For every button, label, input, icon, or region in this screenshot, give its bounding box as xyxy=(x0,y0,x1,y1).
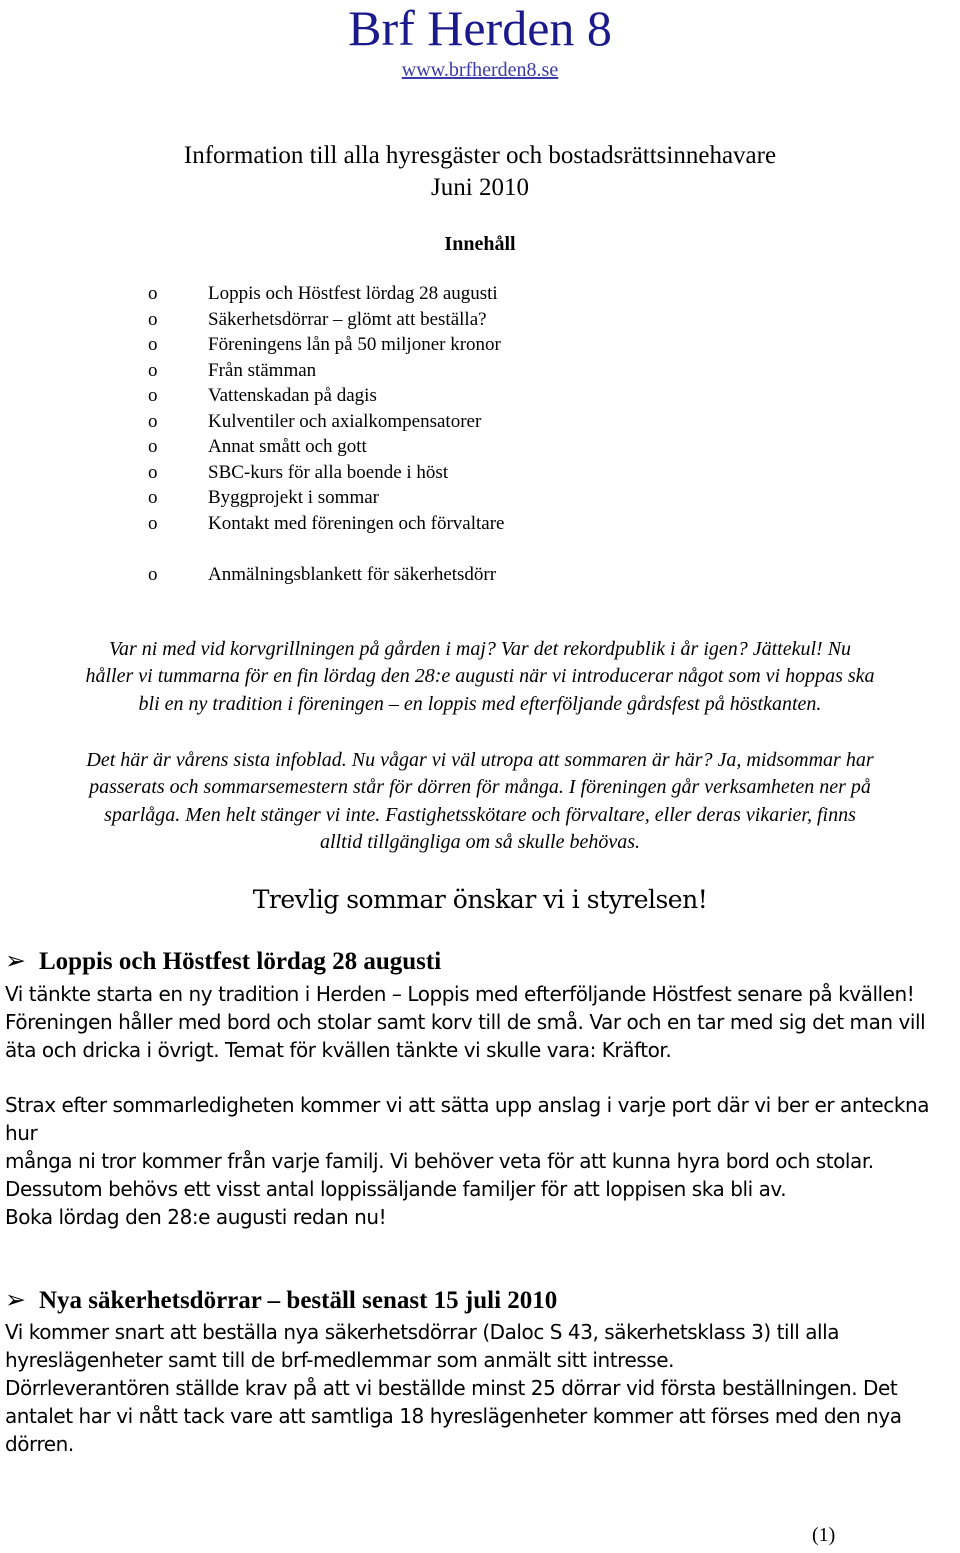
toc-item-label: Loppis och Höstfest lördag 28 augusti xyxy=(208,283,498,304)
text-line: passerats och sommarsemestern står för dörren för många. I föreningen går verksamheten ner på xyxy=(89,776,871,799)
text-line: Vi tänkte starta en ny tradition i Herden – Loppis med efterföljande Höstfest senare på kvällen! xyxy=(5,982,915,1006)
info-heading: Information till alla hyresgäster och bostadsrättsinnehavare xyxy=(183,142,777,169)
text-line: håller vi tummarna för en fin lördag den 28:e augusti när vi introducerar något som vi hoppas ska xyxy=(85,665,875,688)
text-line: Det här är vårens sista infoblad. Nu vågar vi väl utropa att sommaren är här? Ja, midsommar har xyxy=(86,749,874,771)
section-title: Nya säkerhetsdörrar – beställ senast 15 juli 2010 xyxy=(39,1287,558,1314)
toc-item xyxy=(148,383,848,409)
arrow-bullet-icon: ➢ xyxy=(5,948,26,975)
toc-bullet: o xyxy=(148,436,158,457)
text-line: hyreslägenheter samt till de brf-medlemmar som anmält sitt intresse. xyxy=(5,1348,675,1372)
newsletter-title: Brf Herden 8 xyxy=(348,0,612,56)
toc-item xyxy=(148,511,848,537)
toc-item xyxy=(148,409,848,435)
toc-item xyxy=(148,485,848,511)
toc-item xyxy=(148,358,848,384)
section-title: Loppis och Höstfest lördag 28 augusti xyxy=(39,948,442,975)
toc-bullet: o xyxy=(148,410,158,432)
text-line: sparlåga. Men helt stänger vi inte. Fastighetsskötare och förvaltare, eller deras vikarier, finns xyxy=(104,803,856,826)
toc-item xyxy=(148,281,848,307)
text-line: Dörrleverantören ställde krav på att vi beställde minst 25 dörrar vid första beställningen. Det xyxy=(5,1376,898,1400)
text-line: alltid tillgängliga om så skulle behövas. xyxy=(320,830,640,853)
text-line: många ni tror kommer från varje familj. Vi behöver veta för att kunna hyra bord och stolar. xyxy=(5,1149,874,1173)
section-heading-loppis xyxy=(5,947,441,977)
section-loppis-paragraph-3: Boka lördag den 28:e augusti redan nu! xyxy=(5,1205,387,1229)
toc-bullet: o xyxy=(148,564,158,585)
toc-item-label: Kontakt med föreningen och förvaltare xyxy=(208,512,505,534)
section-heading-security-doors xyxy=(5,1286,557,1316)
toc-bullet: o xyxy=(148,308,158,330)
text-line: Strax efter sommarledigheten kommer vi att sätta upp anslag i varje port där vi ber er anteckna hur xyxy=(5,1093,929,1145)
section-doors-paragraph-1 xyxy=(5,1318,960,1458)
toc-item-label: Annat smått och gott xyxy=(208,436,367,457)
toc-item xyxy=(148,332,848,358)
toc-item-label: Föreningens lån på 50 miljoner kronor xyxy=(208,334,501,355)
text-line: Vi kommer snart att beställa nya säkerhetsdörrar (Daloc S 43, säkerhetsklass 3) till alla xyxy=(5,1320,840,1344)
toc-item-label: Från stämman xyxy=(208,359,317,381)
toc-item-label: Säkerhetsdörrar – glömt att beställa? xyxy=(208,308,487,330)
toc-item-label: Byggprojekt i sommar xyxy=(208,487,379,508)
toc-item xyxy=(148,434,848,460)
toc-item-label: SBC-kurs för alla boende i höst xyxy=(208,461,449,483)
greeting: Trevlig sommar önskar vi i styrelsen! xyxy=(252,885,708,914)
intro-paragraph-2 xyxy=(0,747,960,856)
toc-bullet: o xyxy=(148,385,158,406)
toc-bullet: o xyxy=(148,334,158,355)
toc-item-label: Anmälningsblankett för säkerhetsdörr xyxy=(208,564,497,585)
toc-item xyxy=(148,562,848,588)
arrow-bullet-icon: ➢ xyxy=(5,1287,26,1314)
text-line: Föreningen håller med bord och stolar samt korv till de små. Var och en tar med sig det man vill xyxy=(5,1010,926,1034)
toc-list xyxy=(148,281,848,588)
toc-item xyxy=(148,460,848,486)
toc-bullet: o xyxy=(148,359,158,381)
toc-item-label: Kulventiler och axialkompensatorer xyxy=(208,410,482,432)
section-loppis-paragraph-2 xyxy=(5,1091,960,1203)
date-line: Juni 2010 xyxy=(431,174,529,201)
toc-bullet: o xyxy=(148,283,158,304)
section-loppis-paragraph-1 xyxy=(5,980,960,1064)
toc-heading: Innehåll xyxy=(444,233,516,255)
website-link[interactable]: www.brfherden8.se xyxy=(401,59,559,81)
intro-paragraph-1 xyxy=(0,636,960,718)
page-number: (1) xyxy=(812,1524,836,1546)
text-line: äta och dricka i övrigt. Temat för kvällen tänkte vi skulle vara: Kräftor. xyxy=(5,1038,672,1062)
text-line: Var ni med vid korvgrillningen på gården i maj? Var det rekordpublik i år igen? Jättekul! Nu xyxy=(108,638,852,660)
toc-bullet: o xyxy=(148,512,158,534)
toc-bullet: o xyxy=(148,487,158,508)
text-line: antalet har vi nått tack vare att samtliga 18 hyreslägenheter kommer att förses med den nya dörren. xyxy=(5,1404,902,1456)
text-line: bli en ny tradition i föreningen – en loppis med efterföljande gårdsfest på höstkanten. xyxy=(138,692,822,715)
toc-bullet: o xyxy=(148,461,158,483)
toc-item-label: Vattenskadan på dagis xyxy=(208,385,377,406)
text-line: Dessutom behövs ett visst antal loppissäljande familjer för att loppisen ska bli av. xyxy=(5,1177,787,1201)
toc-item xyxy=(148,307,848,333)
